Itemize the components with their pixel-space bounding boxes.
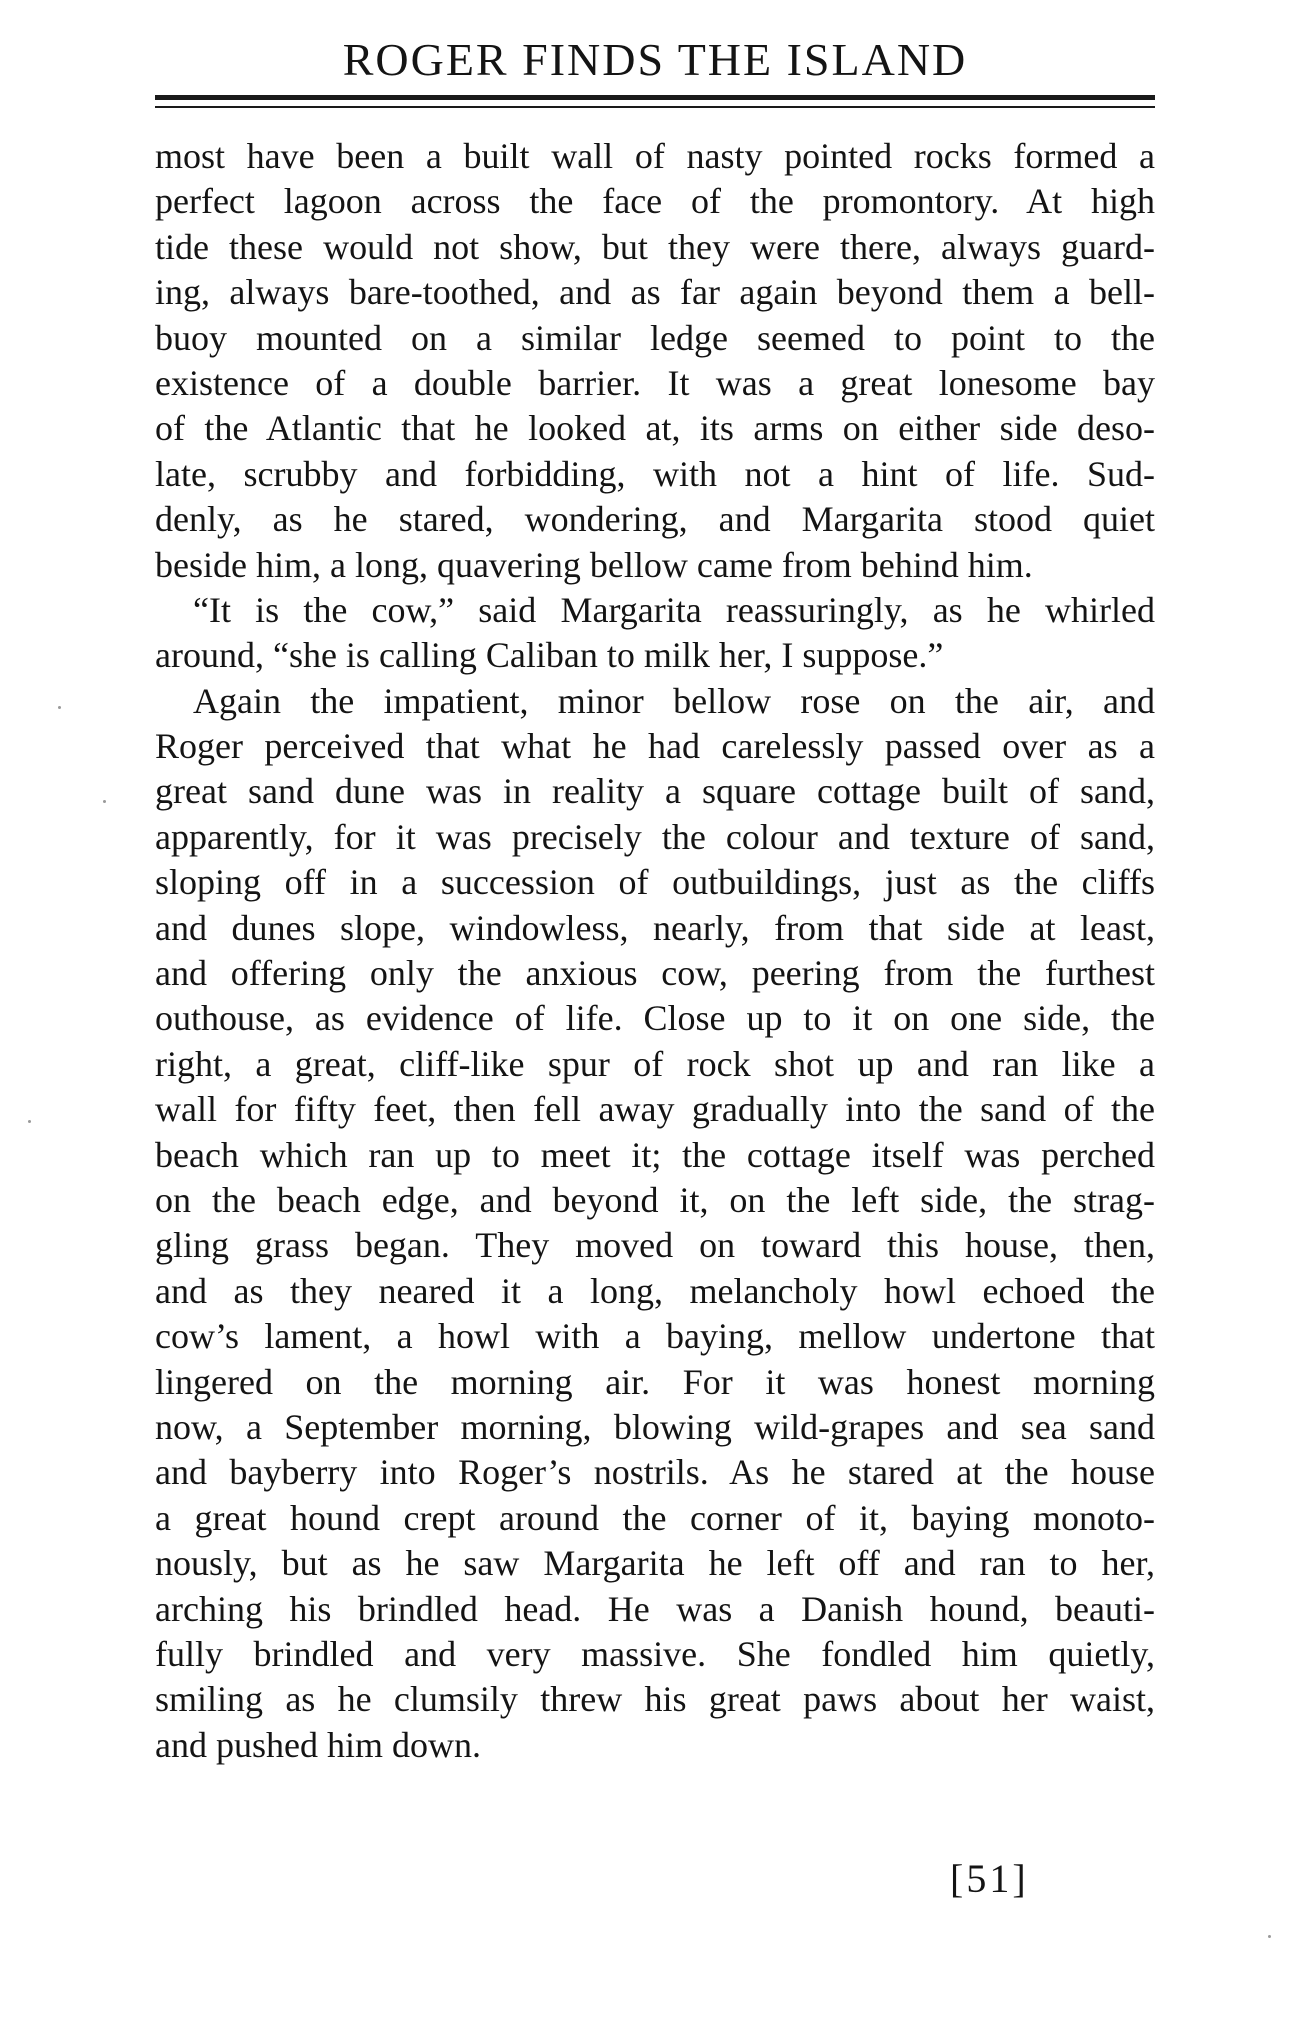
text-line: and offering only the anxious cow, peering from the furthest: [155, 953, 1155, 994]
header-rule-thick: [155, 95, 1155, 100]
text-line: on the beach edge, and beyond it, on the left side, the strag-: [155, 1179, 1155, 1220]
text-line: buoy mounted on a similar ledge seemed to point to the: [155, 317, 1155, 358]
paper-speck: [58, 706, 61, 709]
paper-speck: [1268, 1935, 1271, 1938]
text-line: fully brindled and very massive. She fondled him quietly,: [155, 1633, 1155, 1674]
page-number: [51]: [950, 1856, 1029, 1901]
text-line: lingered on the morning air. For it was honest morning: [155, 1361, 1155, 1402]
text-line: gling grass began. They moved on toward this house, then,: [155, 1225, 1155, 1266]
paragraph-end-line: beside him, a long, quavering bellow came from behind him.: [155, 544, 1033, 585]
running-title: ROGER FINDS THE ISLAND: [342, 34, 968, 85]
text-line: most have been a built wall of nasty pointed rocks formed a: [155, 136, 1155, 176]
text-line: nously, but as he saw Margarita he left off and ran to her,: [155, 1543, 1155, 1584]
text-line: now, a September morning, blowing wild-grapes and sea sand: [155, 1406, 1155, 1447]
text-line: wall for fifty feet, then fell away gradually into the sand of the: [155, 1089, 1155, 1130]
text-line: outhouse, as evidence of life. Close up to it on one side, the: [155, 998, 1155, 1039]
text-line: right, a great, cliff-like spur of rock shot up and ran like a: [155, 1043, 1155, 1084]
text-line: denly, as he stared, wondering, and Margarita stood quiet: [155, 499, 1155, 540]
paragraph-end-line: around, “she is calling Caliban to milk her, I suppose.”: [155, 635, 944, 676]
text-line: perfect lagoon across the face of the promontory. At high: [155, 181, 1155, 222]
text-line: late, scrubby and forbidding, with not a hint of life. Sud-: [155, 453, 1155, 494]
text-line: sloping off in a succession of outbuildings, just as the cliffs: [155, 862, 1155, 903]
text-line: apparently, for it was precisely the colour and texture of sand,: [155, 816, 1155, 857]
paper-speck: [28, 1120, 31, 1123]
text-line: beach which ran up to meet it; the cottage itself was perched: [155, 1134, 1155, 1175]
text-line: a great hound crept around the corner of it, baying monoto-: [155, 1497, 1155, 1538]
body-text: [155, 134, 1155, 1768]
text-line: ing, always bare-toothed, and as far again beyond them a bell-: [155, 272, 1155, 313]
text-line: smiling as he clumsily threw his great paws about her waist,: [155, 1679, 1155, 1720]
paper-speck: [103, 800, 106, 803]
text-line: of the Atlantic that he looked at, its arms on either side deso-: [155, 408, 1155, 449]
paragraph-start-line: Again the impatient, minor bellow rose on the air, and: [193, 680, 1155, 721]
text-line: tide these would not show, but they were there, always guard-: [155, 226, 1155, 267]
text-line: cow’s lament, a howl with a baying, mellow undertone that: [155, 1316, 1155, 1357]
text-line: Roger perceived that what he had carelessly passed over as a: [155, 726, 1155, 767]
text-line: arching his brindled head. He was a Danish hound, beauti-: [155, 1588, 1155, 1629]
text-line: and as they neared it a long, melancholy howl echoed the: [155, 1270, 1155, 1311]
text-line: and bayberry into Roger’s nostrils. As he stared at the house: [155, 1452, 1155, 1493]
header-rule-thin: [155, 106, 1155, 108]
text-line: and dunes slope, windowless, nearly, from that side at least,: [155, 907, 1155, 948]
paragraph-end-line: and pushed him down.: [155, 1724, 481, 1765]
paragraph-start-line: “It is the cow,” said Margarita reassuringly, as he whirled: [193, 589, 1155, 630]
text-line: existence of a double barrier. It was a great lonesome bay: [155, 362, 1155, 403]
text-line: great sand dune was in reality a square cottage built of sand,: [155, 771, 1155, 812]
